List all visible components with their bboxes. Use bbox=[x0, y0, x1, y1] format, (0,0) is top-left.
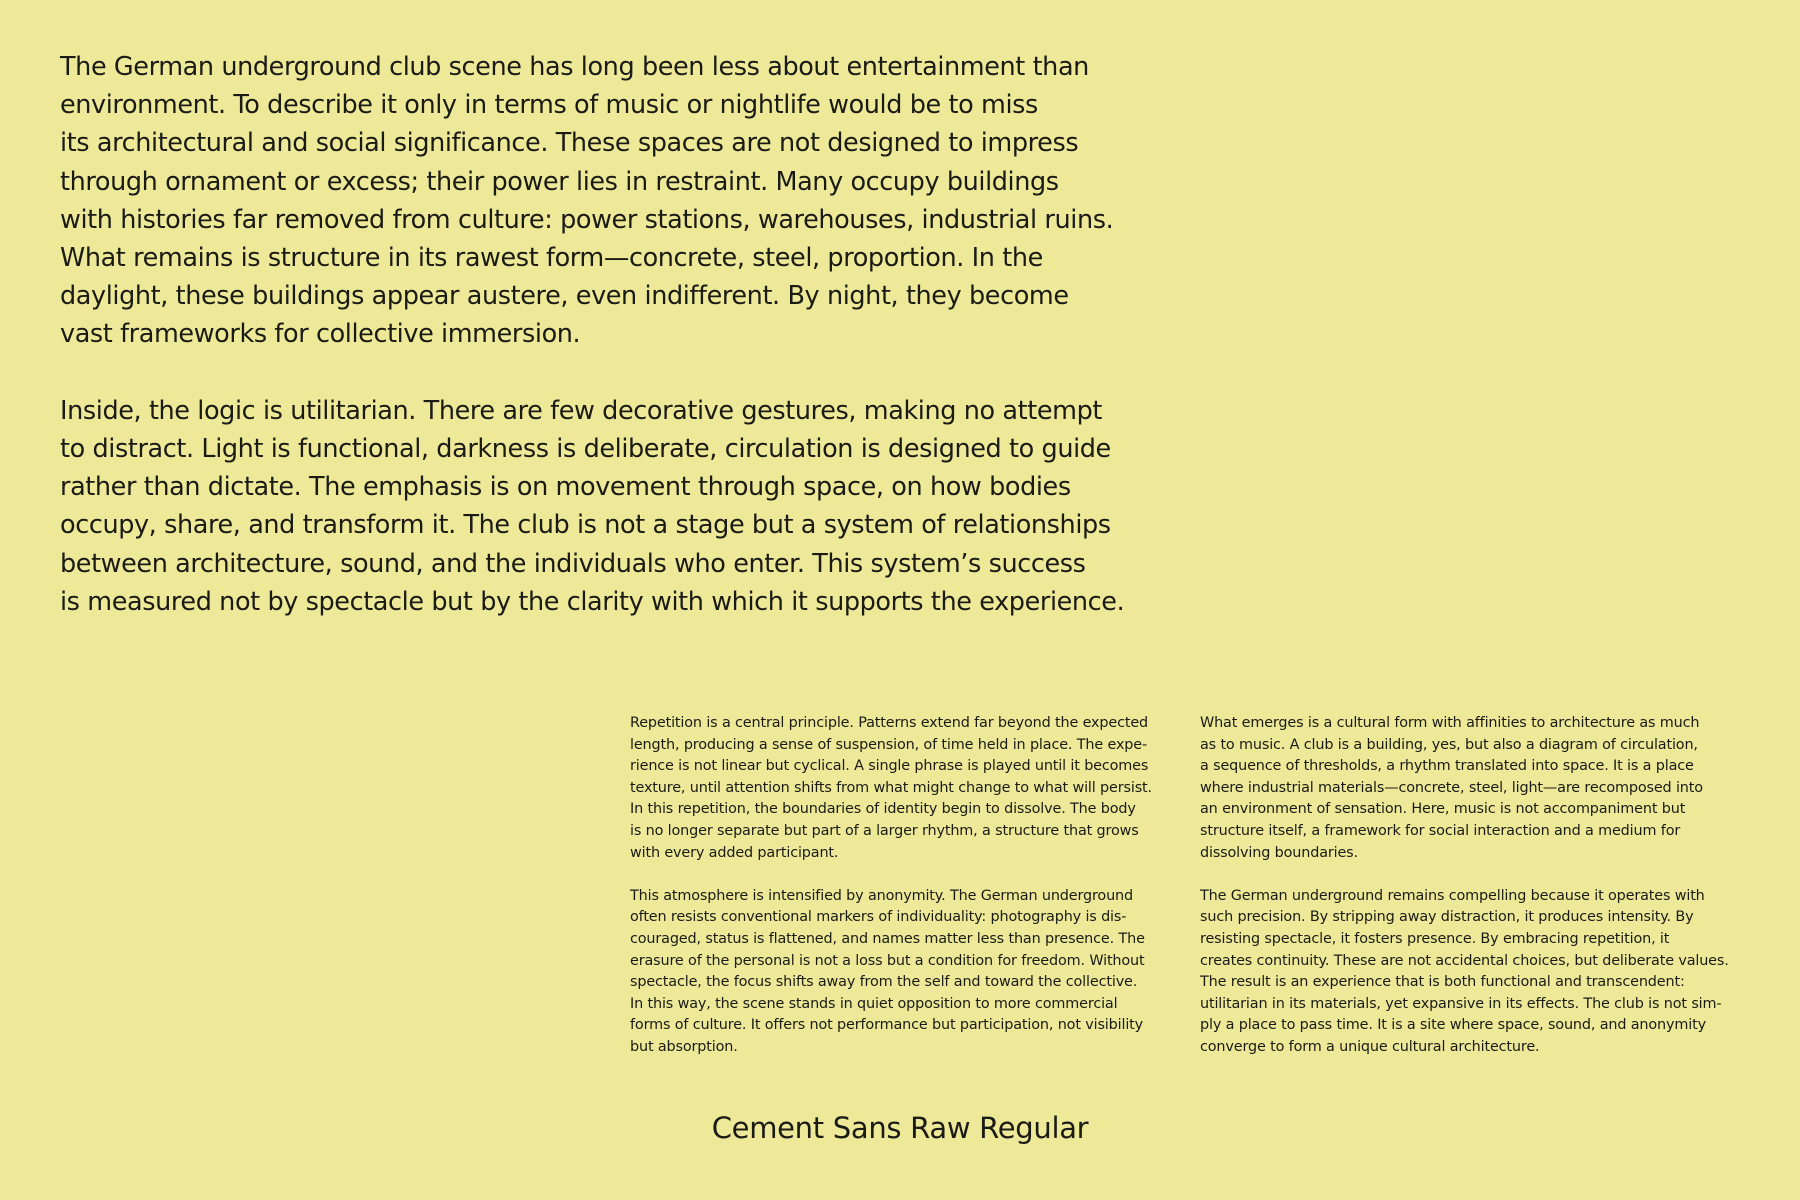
intro-paragraph: Inside, the logic is utilitarian. There are few decorative gestures, making no attempt to distract. Light is functional, darkness is deliberate, circulation is designed to guide rather than dictate. The emphasis is on movement through space, on how bodies occupy, share, and transform it. The club is not a stage but a system of relationships between architecture, sound, and the individuals who enter. This system’s success is measured not by spectacle but by the clarity with which it supports the experience. bbox=[60, 395, 1125, 617]
intro-text-block bbox=[60, 48, 1220, 621]
body-paragraph: This atmosphere is intensified by anonymity. The German underground often resists conventional markers of individuality: photography is dis- couraged, status is flattened, and names matter less than presence. The erasure of the personal is not a loss but a condition for freedom. Without spectacle, the focus shifts away from the self and toward the collective. In this way, the scene stands in quiet opposition to more commercial forms of culture. It offers not performance but participation, not visibility but absorption. bbox=[630, 887, 1145, 1055]
intro-paragraph: The German underground club scene has long been less about entertainment than environment. To describe it only in terms of music or nightlife would be to miss its architectural and social significance. These spaces are not designed to impress through ornament or excess; their power lies in restraint. Many occupy buildings with histories far removed from culture: power stations, warehouses, industrial ruins. What remains is structure in its rawest form—concrete, steel, proportion. In the daylight, these buildings appear austere, even indifferent. By night, they become vast frameworks for collective immersion. bbox=[60, 52, 1114, 350]
font-name-caption: Cement Sans Raw Regular bbox=[711, 1111, 1089, 1145]
left-text-column bbox=[630, 713, 1190, 1059]
body-paragraph: The German underground remains compelling because it operates with such precision. By stripping away distraction, it produces intensity. By resisting spectacle, it fosters presence. By embracing repetition, it creates continuity. These are not accidental choices, but deliberate values. The result is an experience that is both functional and transcendent: utilitarian in its materials, yet expansive in its effects. The club is not sim- ply a place to pass time. It is a site where space, sound, and anonymity converge to form a unique cultural architecture. bbox=[1200, 887, 1729, 1055]
body-paragraph: What emerges is a cultural form with affinities to architecture as much as to music. A club is a building, yes, but also a diagram of circulation, a sequence of thresholds, a rhythm translated into space. It is a place where industrial materials—concrete, steel, light—are recomposed into an environment of sensation. Here, music is not accompaniment but structure itself, a framework for social interaction and a medium for dissolving boundaries. bbox=[1200, 715, 1703, 861]
body-paragraph: Repetition is a central principle. Patterns extend far beyond the expected length, producing a sense of suspension, of time held in place. The expe- rience is not linear but cyclical. A single phrase is played until it becomes texture, until attention shifts from what might change to what will persist. In this repetition, the boundaries of identity begin to dissolve. The body is no longer separate but part of a larger rhythm, a structure that grows with every added participant. bbox=[630, 715, 1152, 861]
right-text-column bbox=[1200, 713, 1760, 1059]
